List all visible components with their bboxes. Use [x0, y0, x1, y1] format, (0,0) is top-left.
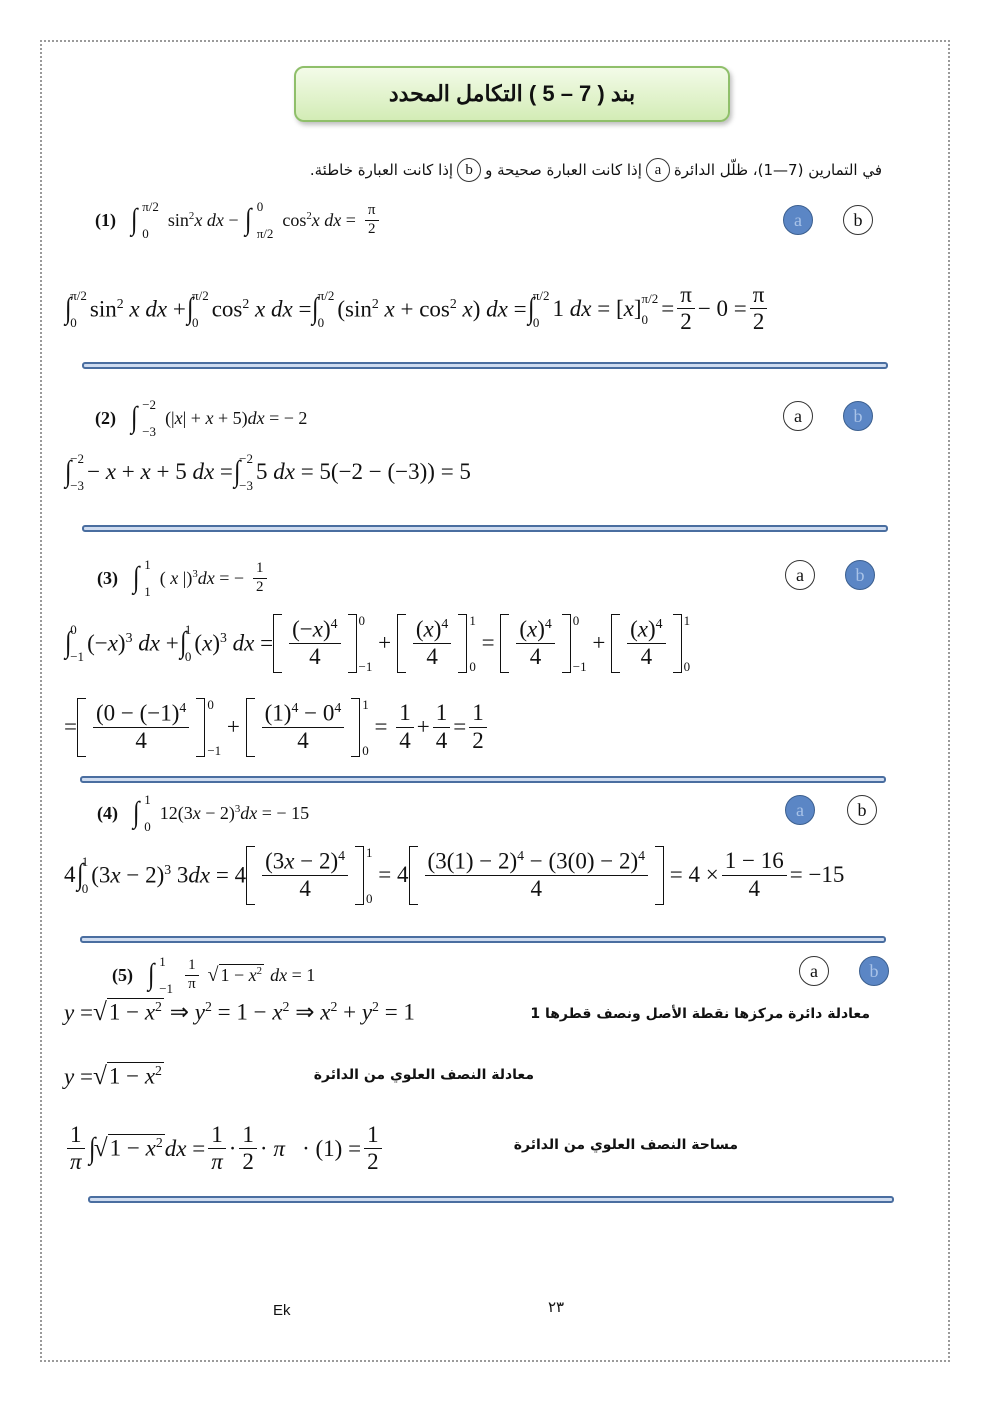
exercise-3-solution-line-1: ∫ 0 −1 $(-x)^3$ dx + ∫ 1 0 $(x)^3$ dx = $\frac{(-x)^4}{4}$ 0 −1 + $\frac{(x)^4}{4}$ 1 0 = $\frac{(x)^4}{4}$ 0 −1 + $\frac{(x)^4}{4}$ 1 0: [64, 613, 691, 674]
exercise-5-area: $\frac{1}{\pi}$ ∫ √ $1 - x^2$ dx = $\frac{1}{\pi}$ · $\frac{1}{2}$ · π · (1) = $\frac{1}{2}$: [64, 1122, 385, 1176]
option-b-inline: b: [457, 158, 481, 182]
option-a-inline: a: [646, 158, 670, 182]
exercise-4-option-b[interactable]: b: [847, 795, 877, 825]
page-number: ٢٣: [548, 1299, 565, 1316]
exercise-3-option-a[interactable]: a: [785, 560, 815, 590]
note-circle-equation: معادلة دائرة مركزها نقطة الأصل ونصف قطرها 1: [530, 1006, 870, 1022]
exercise-5-statement: (5) ∫ 1 −1 $\frac{1}{\pi}$ √ $1 - x^2$ dx = 1: [112, 954, 316, 996]
instruction-text-3: إذا كانت العبارة خاطئة.: [309, 161, 454, 179]
exercise-1-solution: ∫ π/2 0 $\sin^2 x$ dx + ∫ π/2 0 $\cos^2 x$ dx = ∫ π/2 0 ($\sin^2$ $x + \cos^2 x$) dx = ∫ π/2 0 1 dx = [x] π/2 0 = $\frac{\pi}{2}$ − 0 = $\frac{\pi}{2}$: [64, 282, 770, 336]
exercise-1-option-a[interactable]: a: [783, 205, 813, 235]
divider-1: [82, 362, 888, 369]
exercise-3-statement: (3) ∫ 1 1 ( x |)$^3$dx = − $\frac{1}{2}$: [97, 558, 270, 598]
exercise-2-number: (2): [95, 407, 116, 428]
note-upper-half-area: مساحة النصف العلوي من الدائرة: [513, 1137, 738, 1153]
divider-4: [80, 936, 886, 943]
exercise-1-option-b[interactable]: b: [843, 205, 873, 235]
exercise-5-number: (5): [112, 964, 133, 985]
exercise-4-option-a[interactable]: a: [785, 795, 815, 825]
exercise-1-number: (1): [95, 209, 116, 230]
divider-3: [80, 776, 886, 783]
page-title: بند ( 7 – 5 ) التكامل المحدد: [294, 66, 730, 122]
exercise-5-circle-equation: y = √ $1 - x^2$ ⇒ $y^2 = 1 - x^2$ ⇒ $x^2 + y^2 = 1$: [64, 998, 415, 1026]
exercise-4-number: (4): [97, 802, 118, 823]
exercise-5-upper-half-equation: y = √ $1 - x^2$: [64, 1062, 162, 1090]
exercise-4-statement: (4) ∫ 1 0 $12(3x - 2)^3dx$ = − 15: [97, 792, 310, 834]
exercise-2-option-b[interactable]: b: [843, 401, 873, 431]
note-upper-half-equation: معادلة النصف العلوي من الدائرة: [313, 1067, 534, 1083]
instruction-text-2: إذا كانت العبارة صحيحة و: [485, 161, 642, 179]
exercise-3-number: (3): [97, 567, 118, 588]
exercise-3-solution-line-2: = $\frac{(0 - (-1)^4}{4}$ 0 −1 + $\frac{(1)^4 - 0^4}{4}$ 1 0 = $\frac{1}{4}$ + $\frac{1}{4}$ = $\frac{1}{2}$: [64, 698, 490, 757]
instruction-text-1: في التمارين (7—1)، ظلّل الدائرة: [673, 161, 882, 179]
footer-initials: Ek: [273, 1302, 291, 1319]
divider-5: [88, 1196, 894, 1203]
exercise-2-option-a[interactable]: a: [783, 401, 813, 431]
exercise-1-statement: (1) ∫ π/2 0 $\sin^2x$ dx − ∫ 0 π/2 $\cos^2x$ dx = $\frac{\pi}{2}$: [95, 200, 382, 240]
instruction: [310, 158, 882, 182]
exercise-4-solution: 4 ∫ 1 0 $(3x - 2)^3$ 3dx = 4 $\frac{(3x - 2)^4}{4}$ 1 0 = 4 $\frac{(3(1) - 2)^4 - (3(0) - 2)^4}{4}$ = 4 × $\frac{1 - 16}{4}$ = −15: [64, 845, 845, 906]
exercise-3-option-b[interactable]: b: [845, 560, 875, 590]
exercise-5-option-b[interactable]: b: [859, 956, 889, 986]
exercise-2-statement: (2) ∫ −2 −3 (|x| + x + 5)dx = − 2: [95, 397, 308, 439]
divider-2: [82, 525, 888, 532]
exercise-5-option-a[interactable]: a: [799, 956, 829, 986]
exercise-2-solution: ∫ −2 −3 − x + x + 5 dx = ∫ −2 −3 5 dx = 5(−2 − (−3)) = 5: [64, 451, 471, 493]
